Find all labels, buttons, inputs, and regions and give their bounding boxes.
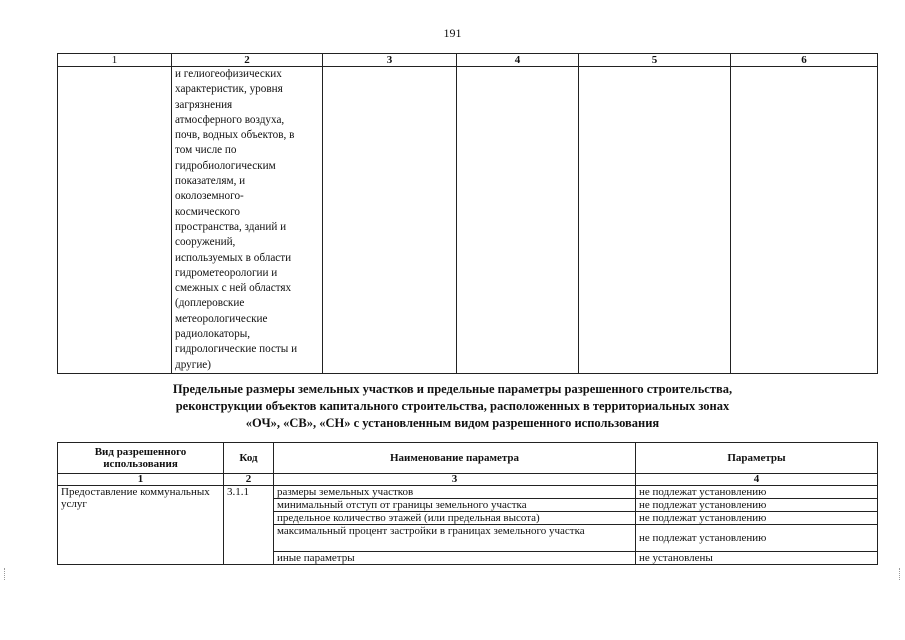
parameter-name-cell: максимальный процент застройки в границах земельного участка xyxy=(274,525,636,552)
section-heading-line: «ОЧ», «СВ», «СН» с установленным видом разрешенного использования xyxy=(245,416,660,430)
column-number: 6 xyxy=(731,54,878,67)
column-number-row xyxy=(58,474,878,486)
parameters-table xyxy=(57,442,878,565)
parameter-name-cell: размеры земельных участков xyxy=(274,486,636,499)
table-row xyxy=(58,486,878,499)
parameter-name-cell: минимальный отступ от границы земельного участка xyxy=(274,499,636,512)
empty-cell xyxy=(323,67,457,374)
header-use-type: Вид разрешенного использования xyxy=(58,443,224,474)
empty-cell xyxy=(58,67,172,374)
header-parameters: Параметры xyxy=(636,443,878,474)
empty-cell xyxy=(731,67,878,374)
parameter-name-cell: предельное количество этажей (или предельная высота) xyxy=(274,512,636,525)
parameter-name-cell: иные параметры xyxy=(274,552,636,565)
column-number: 3 xyxy=(274,474,636,486)
header-parameter-name: Наименование параметра xyxy=(274,443,636,474)
section-heading-line: Предельные размеры земельных участков и предельные параметры разрешенного строительства, xyxy=(172,382,733,396)
scan-edge-mark xyxy=(899,568,901,580)
section-heading-line: реконструкции объектов капитального строительства, расположенных в территориальных зонах xyxy=(175,399,730,413)
parameter-value-cell: не подлежат установлению xyxy=(636,525,878,552)
column-number: 3 xyxy=(323,54,457,67)
continuation-table xyxy=(57,53,878,374)
page-number: 191 xyxy=(443,26,462,40)
empty-cell xyxy=(457,67,579,374)
code-cell: 3.1.1 xyxy=(224,486,274,565)
parameter-value-cell: не подлежат установлению xyxy=(636,499,878,512)
scan-edge-mark xyxy=(4,568,6,580)
parameter-value-cell: не подлежат установлению xyxy=(636,486,878,499)
table-row xyxy=(58,67,878,374)
empty-cell xyxy=(579,67,731,374)
column-number: 1 xyxy=(58,54,172,67)
section-heading xyxy=(0,381,905,432)
column-number: 2 xyxy=(172,54,323,67)
column-number: 5 xyxy=(579,54,731,67)
column-number: 1 xyxy=(58,474,224,486)
column-number-row xyxy=(58,54,878,67)
parameter-value-cell: не установлены xyxy=(636,552,878,565)
column-number: 4 xyxy=(636,474,878,486)
parameter-value-cell: не подлежат установлению xyxy=(636,512,878,525)
header-row xyxy=(58,443,878,474)
use-description-cell: и гелиогеофизических характеристик, уровня загрязнения атмосферного воздуха, почв, водных объектов, в том числе по гидробиологическим показателям, и околоземного- космического пространства, зданий и сооружений, используемых в области гидрометеорологии и смежных с ней областях (доплеровские метеорологические радиолокаторы, гидрологические посты и другие) xyxy=(172,67,323,374)
column-number: 2 xyxy=(224,474,274,486)
column-number: 4 xyxy=(457,54,579,67)
header-code: Код xyxy=(224,443,274,474)
use-type-cell: Предоставление коммунальных услуг xyxy=(58,486,224,565)
